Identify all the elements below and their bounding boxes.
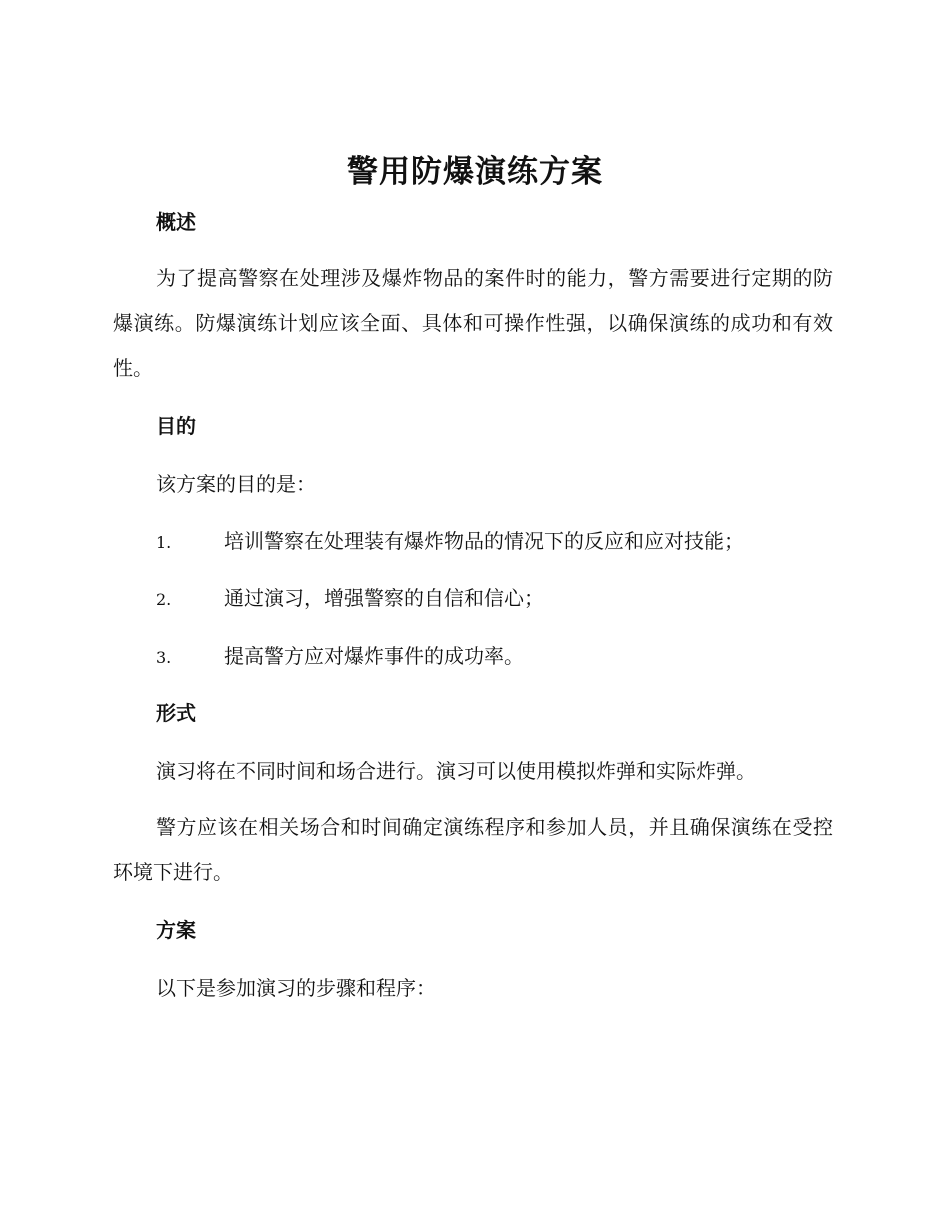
purpose-intro: 该方案的目的是： (156, 472, 316, 496)
list-item (156, 642, 524, 672)
list-item (156, 527, 744, 557)
format-paragraph-2: 警方应该在相关场合和时间确定演练程序和参加人员，并且确保演练在受控环境下进行。 (113, 815, 833, 884)
section-heading-plan: 方案 (156, 918, 196, 942)
list-item-text: 通过演习，增强警察的自信和信心； (224, 586, 544, 610)
list-item-number: 3. (156, 648, 172, 667)
list-item-text: 提高警方应对爆炸事件的成功率。 (224, 644, 524, 668)
list-item-number: 2. (156, 590, 172, 609)
document-title: 警用防爆演练方案 (347, 154, 603, 190)
overview-paragraph: 为了提高警察在处理涉及爆炸物品的案件时的能力，警方需要进行定期的防爆演练。防爆演练计划应该全面、具体和可操作性强，以确保演练的成功和有效性。 (113, 266, 833, 380)
section-heading-format: 形式 (156, 701, 196, 725)
format-paragraph-1: 演习将在不同时间和场合进行。演习可以使用模拟炸弹和实际炸弹。 (156, 759, 756, 783)
section-heading-purpose: 目的 (156, 414, 196, 438)
list-item (156, 584, 544, 614)
section-heading-overview: 概述 (156, 210, 196, 234)
plan-intro: 以下是参加演习的步骤和程序： (156, 976, 436, 1000)
list-item-number: 1. (156, 533, 172, 552)
list-item-text: 培训警察在处理装有爆炸物品的情况下的反应和应对技能； (224, 529, 744, 553)
